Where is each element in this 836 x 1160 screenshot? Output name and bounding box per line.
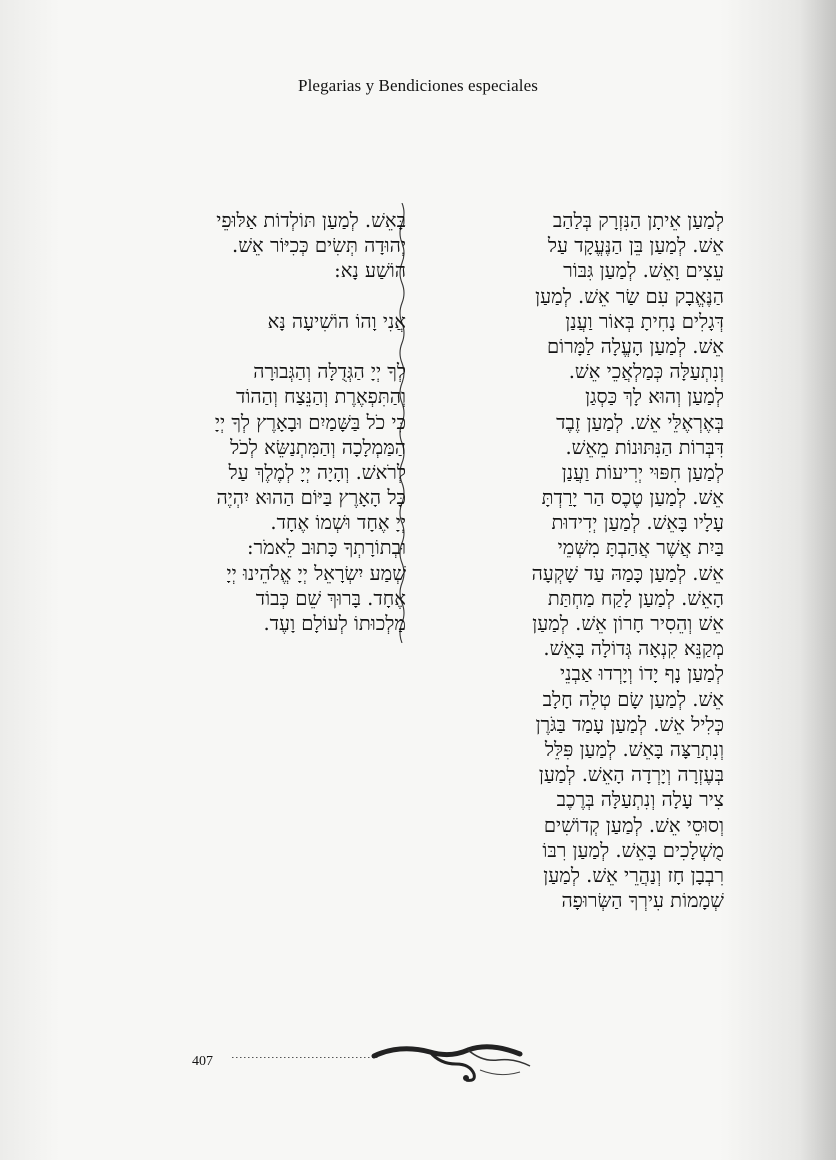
text-line: רִבְבָן חָז וְנַהֲרֵי אֵשׁ. לְמַעַן [543,863,724,887]
footer-dotted-rule [232,1056,380,1059]
text-line: הַמַּמְלָכָה וְהַמִּתְנַשֵּׂא לְכֹל [230,435,406,459]
text-line: אֶחָד. בָּרוּךְ שֵׁם כְּבוֹד [255,586,406,610]
text-line: מְקַנֵּא קִנְאָה גְּדוֹלָה בָּאֵשׁ. [543,637,724,661]
text-line: יְיָ אֶחָד וּשְׁמוֹ אֶחָד. [270,511,406,535]
page-edge-shadow [800,0,836,1160]
text-line: לְמַעַן וְהוּא לָךְ כַּסְגַן [585,385,724,409]
text-line: אֵשׁ. לְמַעַן טֶכֶס הַר יָרַדְתָּ [541,486,724,510]
text-line: וְהַתִּפְאֶרֶת וְהַנֵּצַח וְהַהוֹד [236,385,406,409]
text-line: עָלָיו בָּאֵשׁ. לְמַעַן יְדִידוּת [551,511,724,535]
text-line: אֵשׁ. לְמַעַן בֵּן הַנֶּעֱקָד עַל [547,234,724,258]
text-line: וְנִתְרַצָּה בָּאֵשׁ. לְמַעַן פִּלֵּל [544,737,724,761]
text-line: בְּעֶזְרָה וְיָרְדָה הָאֵשׁ. לְמַעַן [538,763,724,787]
text-line: אֵשׁ. לְמַעַן כָּמַהּ עַד שָׁקְעָה [531,561,724,585]
text-line: הַנֶּאֱבָק עִם שַׂר אֵשׁ. לְמַעַן [535,284,724,308]
hebrew-column-left [215,208,406,636]
hebrew-column-right [532,208,724,913]
text-line: שְׁמָמוֹת עִירְךָ הַשְּׂרוּפָה [561,889,724,913]
running-head: Plegarias y Bendiciones especiales [298,76,538,95]
text-line: כִּי כֹל בַּשָּׁמַיִם וּבָאָרֶץ לְךָ יְיָ [214,410,406,434]
text-line: מַלְכוּתוֹ לְעוֹלָם וָעֶד. [263,612,406,635]
text-line: אֵשׁ. לְמַעַן הָעֱלָה לַמָּרוֹם [547,334,724,358]
text-line: כְּלִיל אֵשׁ. לְמַעַן עָמַד בַּגֹּרֶן [535,712,724,736]
text-line: לְךָ יְיָ הַגְּדֻלָּה וְהַגְּבוּרָה [253,360,406,384]
text-line: דִּבְּרוֹת הַנִּתּוּנוֹת מֵאֵשׁ. [565,435,724,459]
text-line: הָאֵשׁ. לְמַעַן לָקַח מַחְתַּת [547,586,724,610]
page-number: 407 [192,1054,213,1069]
text-line: וְנִתְעַלָּה כְּמַלְאֲכֵי אֵשׁ. [568,360,724,384]
text-line: לְמַעַן חִפּוּי יְרִיעוֹת וַעֲנַן [561,460,724,484]
text-line: דְּגָלִים נָחִיתָ בְּאוֹר וַעֲנַן [565,309,724,333]
text-line: יְהוּדָה תְּשִׂים כְּכִיּוֹר אֵשׁ. [232,234,406,258]
text-line: הוֹשַׁע נָא: [334,259,406,283]
line-gap [215,334,406,359]
text-line: וְסוּסֵי אֵשׁ. לְמַעַן קְדוֹשִׁים [543,813,724,837]
text-line: כָּל הָאָרֶץ בַּיּוֹם הַהוּא יִהְיֶה [216,486,406,510]
text-line: צִיר עָלָה וְנִתְעַלָּה בְּרֶכֶב [556,788,724,812]
text-line: עֵצִים וָאֵשׁ. לְמַעַן גִּבּוֹר [563,259,724,283]
text-line: וּבְתוֹרָתְךָ כָּתוּב לֵאמֹר: [246,536,406,560]
text-line: בְּאֶרְאֶלֵּי אֵשׁ. לְמַעַן זֶבֶד [556,410,724,434]
line-gap [215,284,406,309]
footer-ornament [370,1034,540,1086]
text-line: לְרֹאשׁ. וְהָיָה יְיָ לְמֶלֶךְ עַל [228,460,406,484]
text-line: אֵשׁ וְהֵסִיר חָרוֹן אֵשׁ. לְמַעַן [532,612,724,635]
text-line: שְׁמַע יִשְׂרָאֵל יְיָ אֱלֹהֵינוּ יְיָ [226,561,406,585]
text-line: בָּאֵשׁ. לְמַעַן תּוֹלְדוֹת אַלּוּפֵי [216,209,406,232]
text-line: מֻשְׁלָכִים בָּאֵשׁ. לְמַעַן רִבּוֹ [542,838,724,862]
text-line: בַּיִת אֲשֶׁר אֲהַבְתָּ מִשְּׁמֵי [557,536,724,560]
text-line: לְמַעַן נָף יָדוֹ וְיָרְדוּ אַבְנֵי [559,662,724,686]
text-line: אֵשׁ. לְמַעַן שָׂם טְלֵה חָלָב [542,687,724,711]
text-line: לְמַעַן אֵיתָן הַנִּזְרָק בְּלַהַב [552,209,724,232]
text-line: אֲנִי וָהוֹ הוֹשִׁיעָה נָּא [267,309,406,333]
